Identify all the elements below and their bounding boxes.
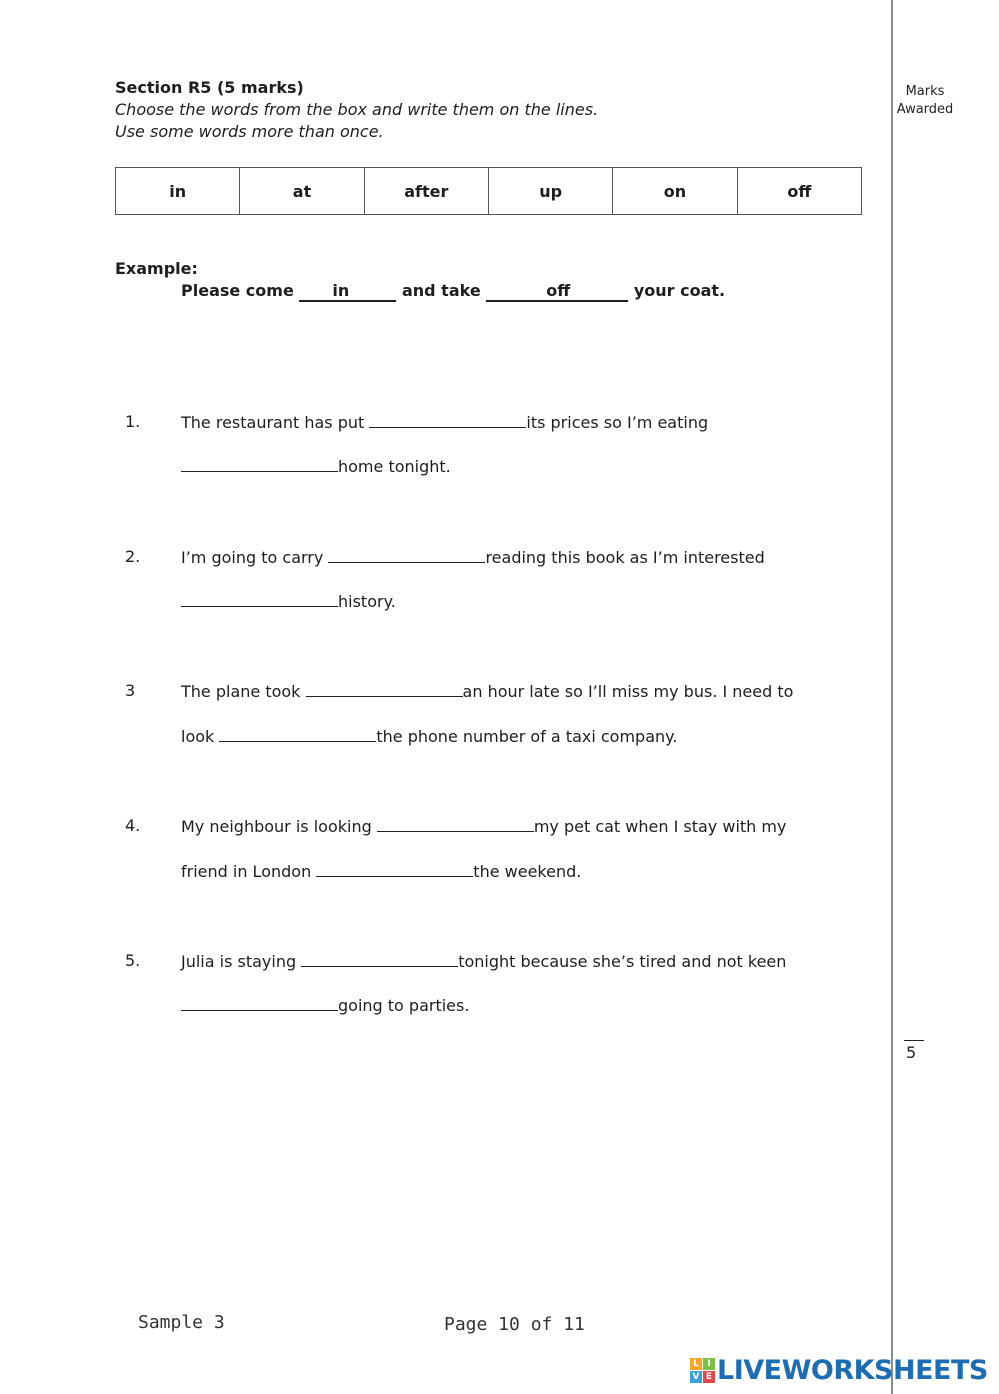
question-4-line-2 bbox=[181, 861, 581, 881]
word-box-cell: on bbox=[613, 168, 737, 215]
question-2-line-1 bbox=[181, 547, 765, 567]
word-box-cell: at bbox=[240, 168, 364, 215]
example-sentence bbox=[181, 281, 725, 302]
question-4-line-1 bbox=[181, 816, 786, 836]
question-3-line-1 bbox=[181, 681, 793, 701]
question-text: history. bbox=[338, 592, 396, 611]
word-box-cell: up bbox=[488, 168, 612, 215]
section-title: Section R5 (5 marks) bbox=[115, 78, 304, 97]
instruction-line-1: Choose the words from the box and write them on the lines. bbox=[115, 100, 599, 119]
word-box-cell: in bbox=[116, 168, 240, 215]
word-box bbox=[115, 167, 862, 215]
question-text: I’m going to carry bbox=[181, 548, 329, 567]
example-part-3: your coat. bbox=[633, 281, 726, 300]
instruction-line-2: Use some words more than once. bbox=[115, 122, 384, 141]
question-text: My neighbour is looking bbox=[181, 817, 377, 836]
example-label: Example: bbox=[115, 259, 198, 278]
question-text: an hour late so I’ll miss my bus. I need to bbox=[462, 682, 794, 701]
total-divider bbox=[904, 1040, 924, 1041]
word-box-cell: off bbox=[737, 168, 861, 215]
marks-awarded-header bbox=[893, 83, 957, 119]
question-5-line-1 bbox=[181, 951, 786, 971]
footer-sample-label: Sample 3 bbox=[138, 1312, 225, 1333]
question-number: 2. bbox=[125, 547, 141, 566]
example-part-1: Please come bbox=[181, 281, 294, 300]
answer-blank[interactable] bbox=[219, 726, 376, 742]
question-1-line-1 bbox=[181, 412, 708, 432]
logo-letter: L bbox=[690, 1358, 702, 1370]
question-number: 4. bbox=[125, 816, 141, 835]
word-box-cell: after bbox=[364, 168, 488, 215]
answer-blank[interactable] bbox=[328, 547, 485, 563]
answer-blank[interactable] bbox=[316, 861, 473, 877]
example-part-2: and take bbox=[401, 281, 481, 300]
question-text: The restaurant has put bbox=[181, 413, 370, 432]
marks-header-line1: Marks bbox=[905, 84, 945, 99]
question-5-line-2 bbox=[181, 995, 469, 1015]
question-text: its prices so I’m eating bbox=[526, 413, 709, 432]
question-text: tonight because she’s tired and not keen bbox=[458, 952, 787, 971]
question-text: home tonight. bbox=[338, 457, 451, 476]
brand-name: LIVEWORKSHEETS bbox=[717, 1354, 988, 1386]
liveworksheets-brand bbox=[690, 1353, 988, 1387]
answer-blank[interactable] bbox=[301, 951, 458, 967]
answer-blank[interactable] bbox=[369, 412, 526, 428]
question-number: 1. bbox=[125, 412, 141, 431]
answer-blank[interactable] bbox=[181, 995, 338, 1011]
question-text: the phone number of a taxi company. bbox=[376, 727, 678, 746]
answer-blank[interactable] bbox=[377, 816, 534, 832]
logo-letter: I bbox=[703, 1358, 715, 1370]
logo-letter: E bbox=[703, 1371, 715, 1383]
question-text: friend in London bbox=[181, 862, 317, 881]
question-text: The plane took bbox=[181, 682, 306, 701]
example-answer-2: off bbox=[486, 282, 628, 302]
margin-divider bbox=[891, 0, 893, 1394]
logo-letter: V bbox=[690, 1371, 702, 1383]
question-number: 3 bbox=[125, 681, 136, 700]
question-2-line-2 bbox=[181, 591, 396, 611]
marks-header-line2: Awarded bbox=[896, 102, 954, 117]
question-number: 5. bbox=[125, 951, 141, 970]
answer-blank[interactable] bbox=[181, 456, 338, 472]
liveworksheets-logo-icon bbox=[690, 1358, 715, 1383]
question-3-line-2 bbox=[181, 726, 677, 746]
answer-blank[interactable] bbox=[306, 681, 463, 697]
footer-page-number: Page 10 of 11 bbox=[444, 1314, 585, 1335]
question-text: the weekend. bbox=[473, 862, 582, 881]
question-text: reading this book as I’m interested bbox=[485, 548, 765, 567]
question-text: Julia is staying bbox=[181, 952, 302, 971]
example-answer-1: in bbox=[299, 282, 396, 302]
answer-blank[interactable] bbox=[181, 591, 338, 607]
question-text: look bbox=[181, 727, 220, 746]
marks-total: 5 bbox=[906, 1043, 917, 1062]
question-text: my pet cat when I stay with my bbox=[533, 817, 787, 836]
question-1-line-2 bbox=[181, 456, 451, 476]
question-text: going to parties. bbox=[338, 996, 470, 1015]
